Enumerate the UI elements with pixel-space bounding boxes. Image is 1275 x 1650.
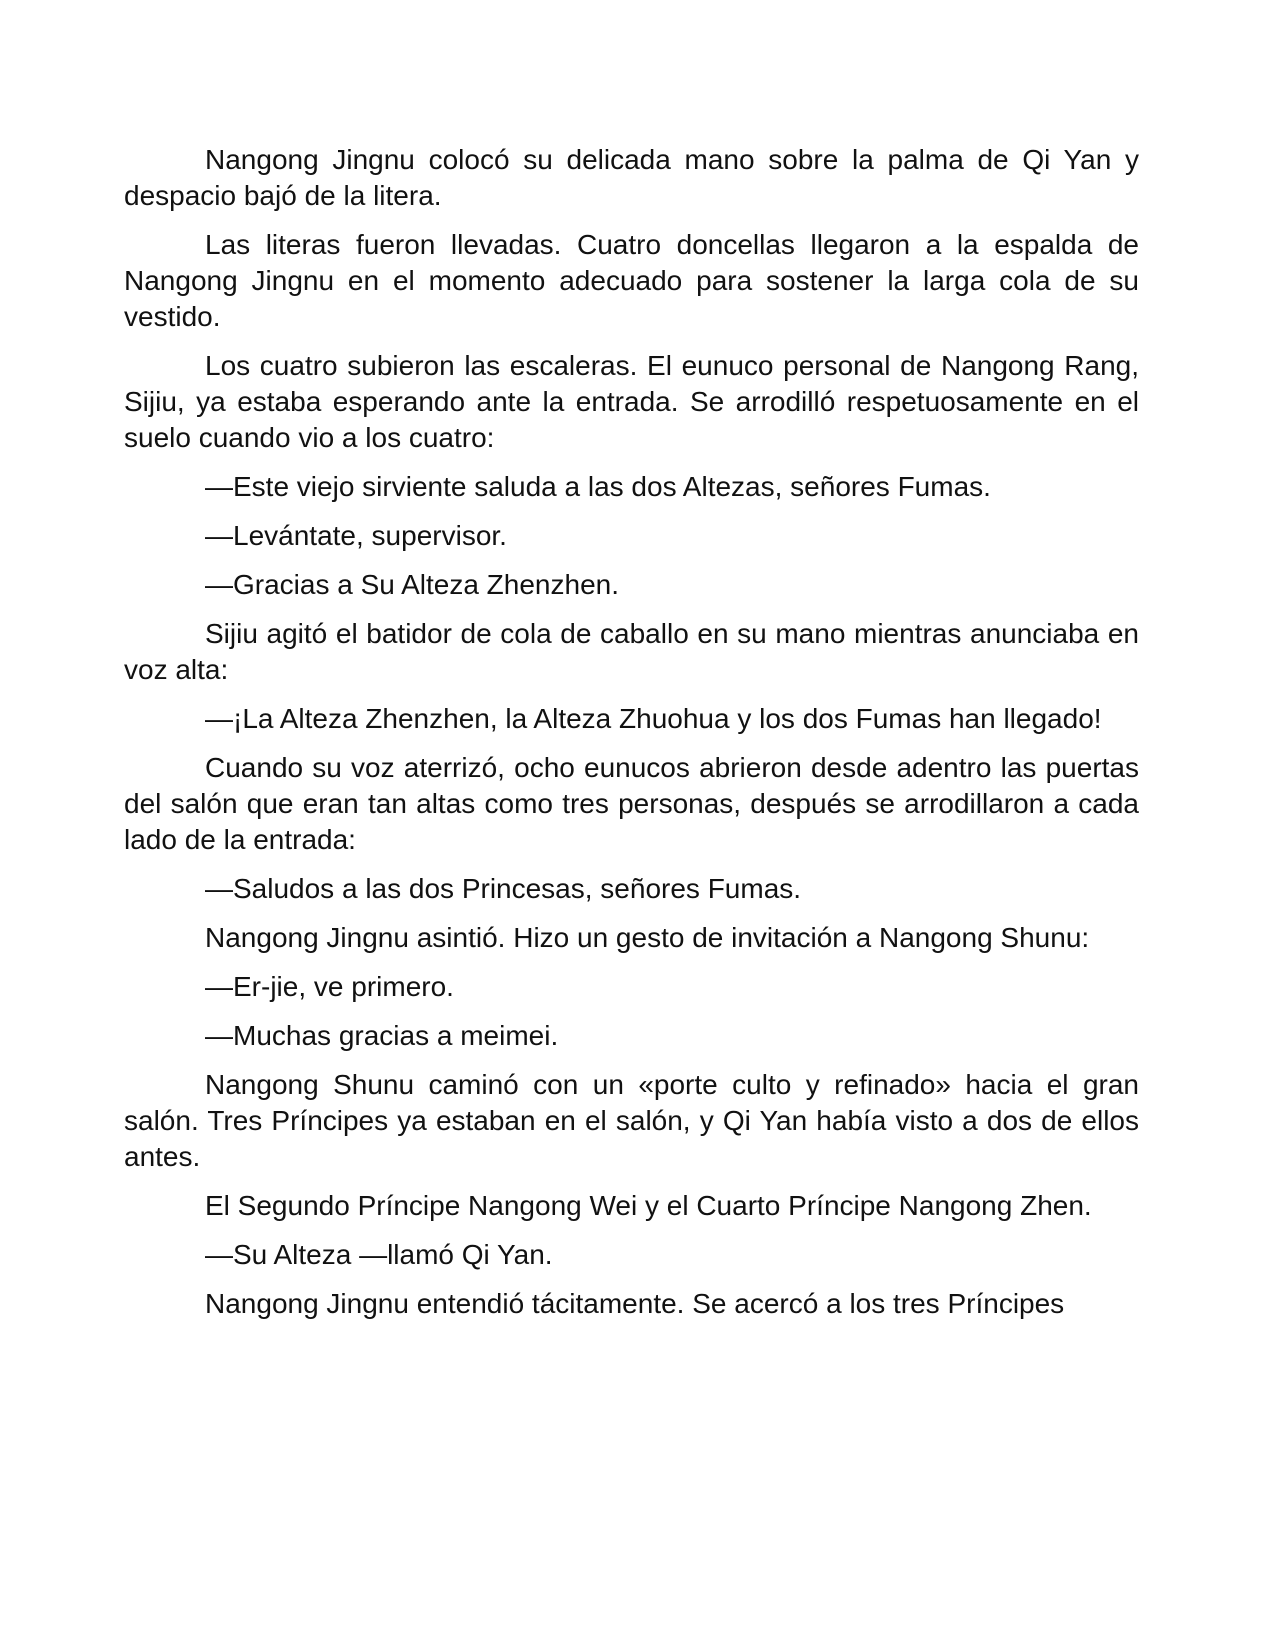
paragraph-3: Los cuatro subieron las escaleras. El eunuco personal de Nangong Rang, Sijiu, ya estaba esperando ante la entrada. Se arrodilló respetuosamente en el suelo cuando vio a los cuatro: [124,350,1139,453]
paragraph-10: —Saludos a las dos Princesas, señores Fumas. [205,873,802,904]
paragraph-11: Nangong Jingnu asintió. Hizo un gesto de invitación a Nangong Shunu: [205,922,1090,953]
paragraph-4: —Este viejo sirviente saluda a las dos Altezas, señores Fumas. [205,471,991,502]
paragraph-1: Nangong Jingnu colocó su delicada mano sobre la palma de Qi Yan y despacio bajó de la litera. [124,144,1139,211]
paragraph-9: Cuando su voz aterrizó, ocho eunucos abrieron desde adentro las puertas del salón que eran tan altas como tres personas, después se arrodillaron a cada lado de la entrada: [124,752,1139,855]
paragraph-17: Nangong Jingnu entendió tácitamente. Se acercó a los tres Príncipes [205,1288,1065,1319]
paragraph-15: El Segundo Príncipe Nangong Wei y el Cuarto Príncipe Nangong Zhen. [205,1190,1092,1221]
paragraph-12: —Er-jie, ve primero. [205,971,454,1002]
paragraph-16: —Su Alteza —llamó Qi Yan. [205,1239,553,1270]
paragraph-2: Las literas fueron llevadas. Cuatro doncellas llegaron a la espalda de Nangong Jingnu en el momento adecuado para sostener la larga cola de su vestido. [124,229,1139,332]
paragraph-13: —Muchas gracias a meimei. [205,1020,559,1051]
paragraph-5: —Levántate, supervisor. [205,520,507,551]
paragraph-14: Nangong Shunu caminó con un «porte culto y refinado» hacia el gran salón. Tres Príncipes ya estaban en el salón, y Qi Yan había visto a dos de ellos antes. [124,1069,1139,1172]
paragraph-8: —¡La Alteza Zhenzhen, la Alteza Zhuohua y los dos Fumas han llegado! [205,703,1102,734]
paragraph-7: Sijiu agitó el batidor de cola de caballo en su mano mientras anunciaba en voz alta: [124,618,1139,685]
document-page [124,142,1139,1335]
paragraph-6: —Gracias a Su Alteza Zhenzhen. [205,569,619,600]
